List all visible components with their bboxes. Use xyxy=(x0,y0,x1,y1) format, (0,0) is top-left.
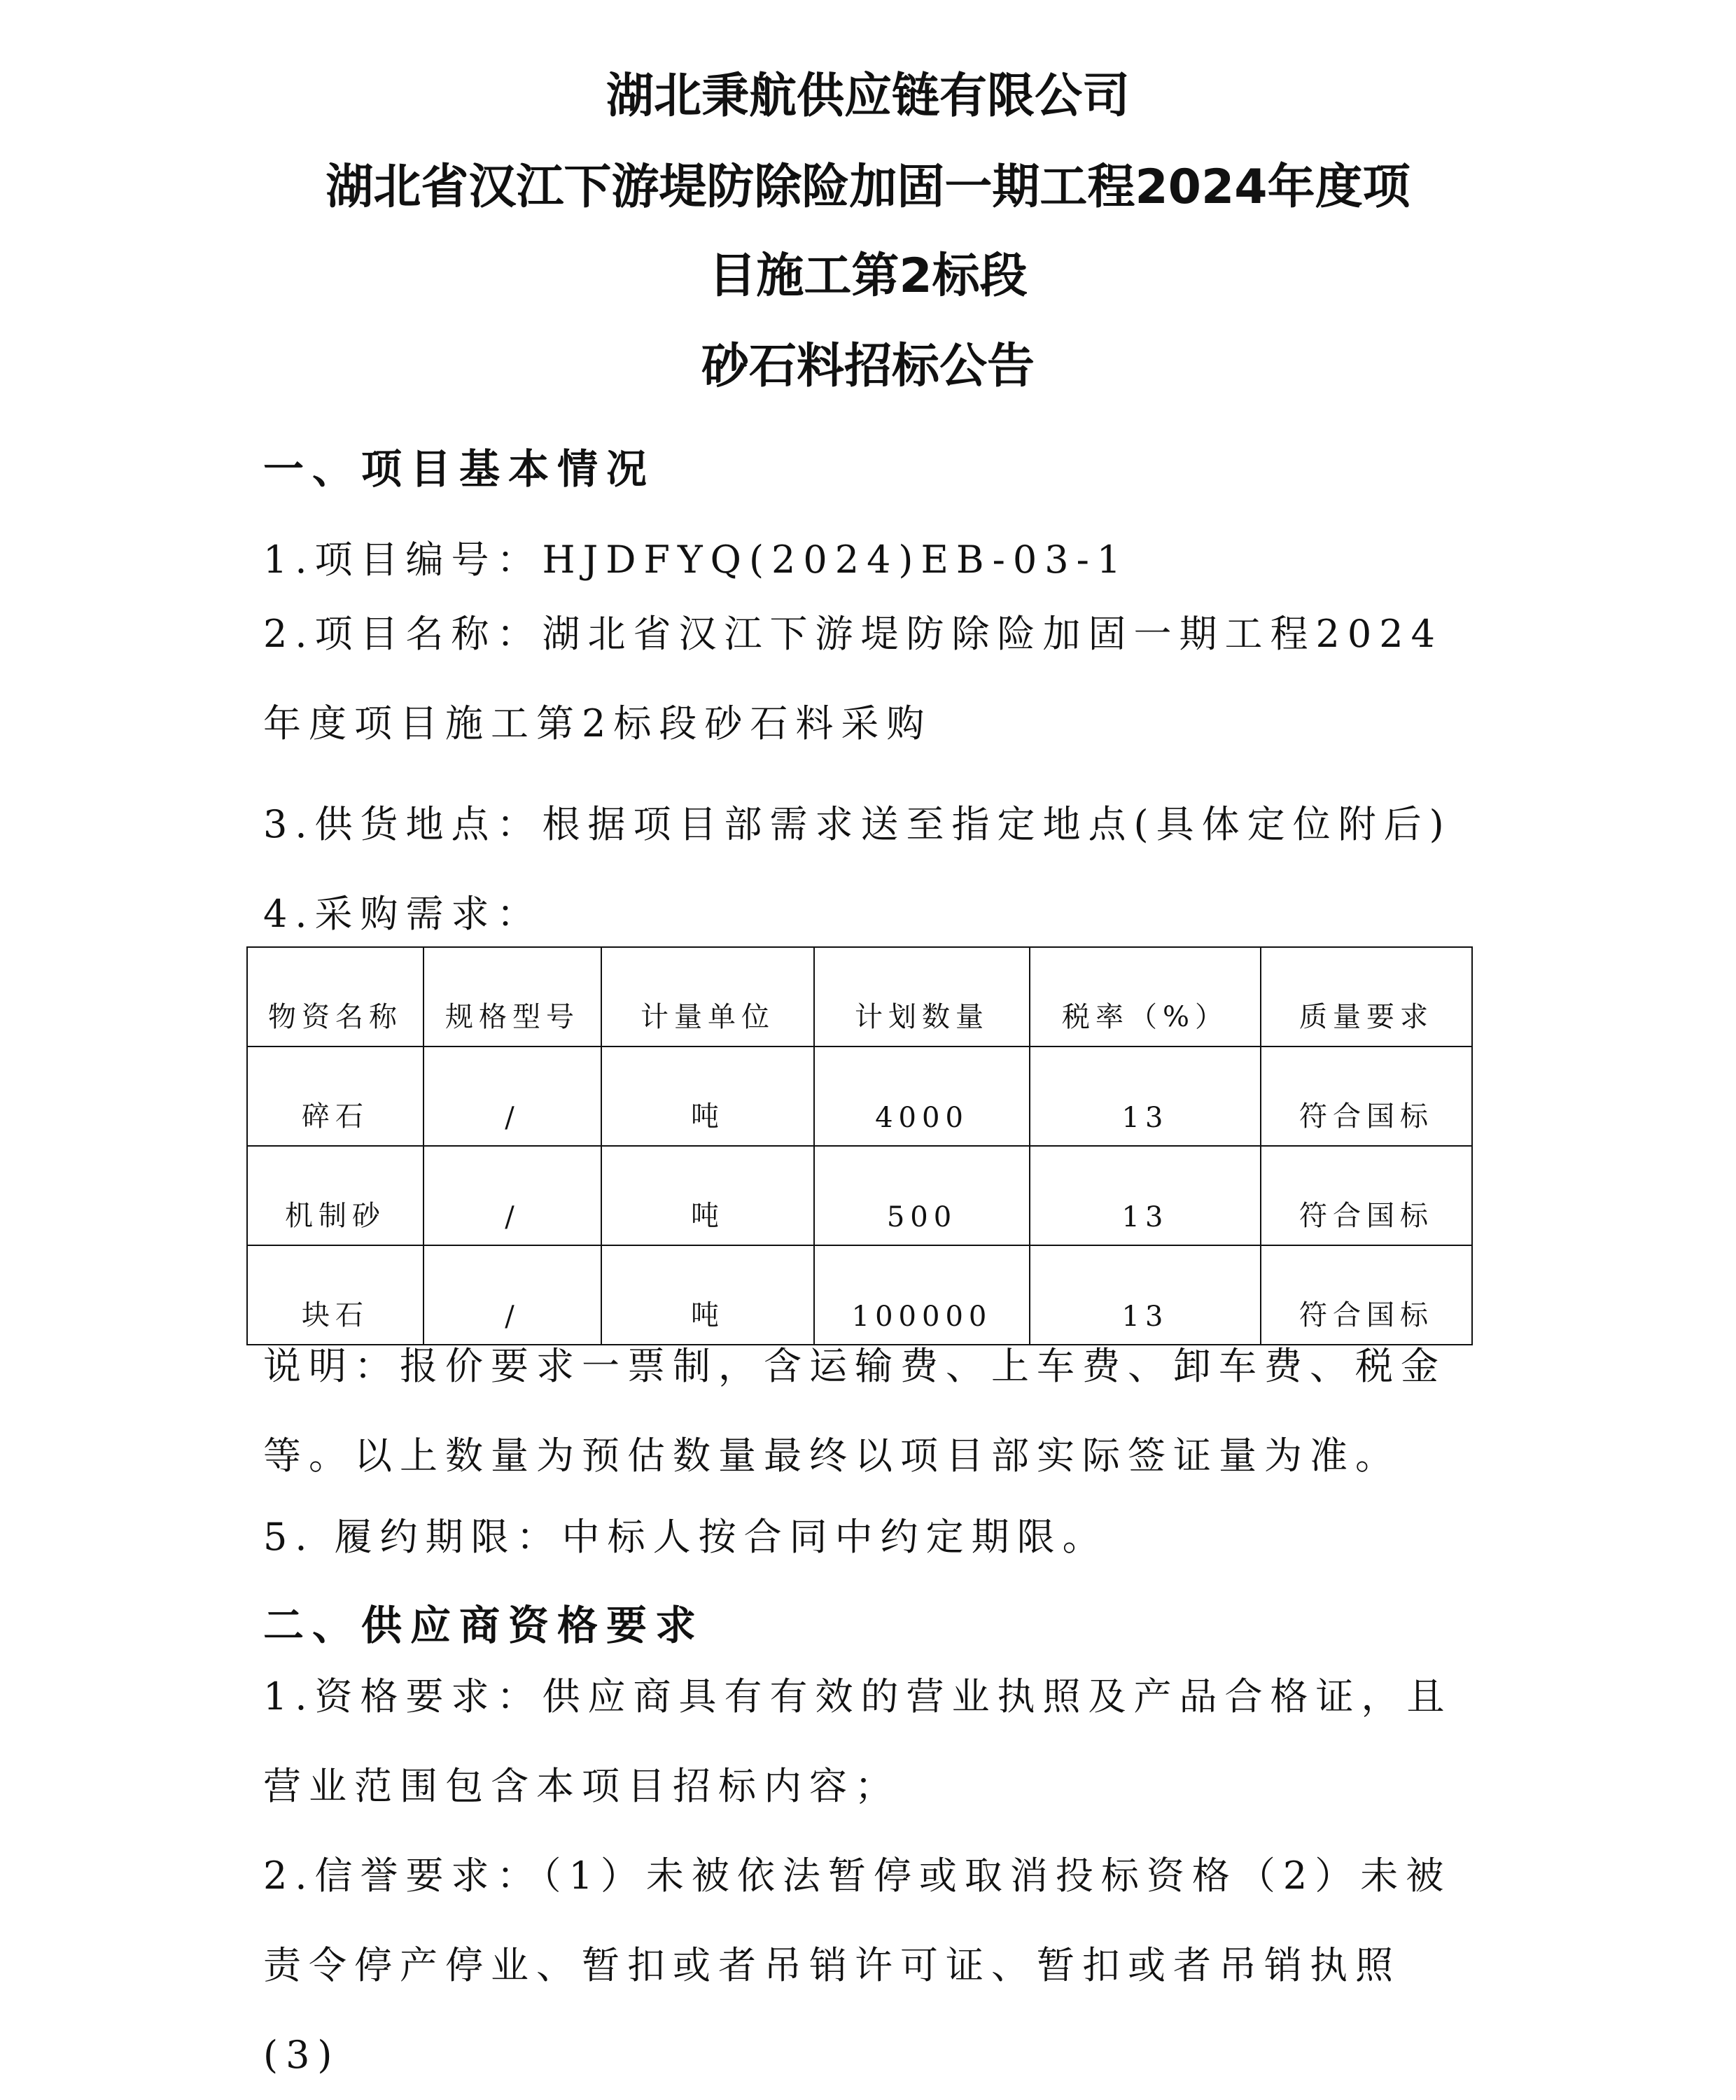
materials-table xyxy=(246,946,1473,1345)
cell-unit: 吨 xyxy=(601,1146,814,1245)
table-note: 说明：报价要求一票制，含运输费、上车费、卸车费、税金等。以上数量为预估数量最终以项目部实际签证量为准。 xyxy=(263,1344,1446,1478)
cell-quality: 符合国标 xyxy=(1261,1245,1472,1345)
section2-heading: 二、供应商资格要求 xyxy=(263,1602,705,1649)
cell-quantity: 4000 xyxy=(814,1046,1030,1146)
qualification-requirement: 1.资格要求：供应商具有有效的营业执照及产品合格证，且营业范围包含本项目招标内容； xyxy=(263,1674,1452,1808)
project-title-line1: 湖北省汉江下游堤防除险加固一期工程2024年度项 xyxy=(326,160,1410,215)
cell-material-name: 碎石 xyxy=(247,1046,424,1146)
table-row xyxy=(247,1046,1472,1146)
project-number: 1.项目编号：HJDFYQ(2024)EB-03-1 xyxy=(263,538,1129,582)
notice-title: 砂石料招标公告 xyxy=(701,339,1035,394)
performance-period: 5. 履约期限：中标人按合同中约定期限。 xyxy=(263,1515,1108,1559)
header-material-name: 物资名称 xyxy=(247,947,424,1046)
cell-tax-rate: 13 xyxy=(1030,1245,1261,1345)
project-title-line2: 目施工第2标段 xyxy=(708,248,1028,304)
cell-material-name: 机制砂 xyxy=(247,1146,424,1245)
header-quantity: 计划数量 xyxy=(814,947,1030,1046)
cell-quality: 符合国标 xyxy=(1261,1046,1472,1146)
cell-spec: / xyxy=(424,1245,601,1345)
section1-heading: 一、项目基本情况 xyxy=(263,445,656,493)
table-row xyxy=(247,1146,1472,1245)
cell-spec: / xyxy=(424,1046,601,1146)
cell-quantity: 100000 xyxy=(814,1245,1030,1345)
cell-spec: / xyxy=(424,1146,601,1245)
header-tax-rate: 税率（%） xyxy=(1030,947,1261,1046)
company-title: 湖北秉航供应链有限公司 xyxy=(606,69,1130,124)
cell-tax-rate: 13 xyxy=(1030,1146,1261,1245)
cell-material-name: 块石 xyxy=(247,1245,424,1345)
project-name: 2.项目名称：湖北省汉江下游堤防除险加固一期工程2024年度项目施工第2标段砂石料采购 xyxy=(263,612,1443,746)
table-header-row xyxy=(247,947,1472,1046)
cell-unit: 吨 xyxy=(601,1046,814,1146)
procurement-demand: 4.采购需求： xyxy=(263,892,542,936)
header-spec: 规格型号 xyxy=(424,947,601,1046)
cell-quantity: 500 xyxy=(814,1146,1030,1245)
credit-requirement: 2.信誉要求：（1）未被依法暂停或取消投标资格（2）未被责令停产停业、暂扣或者吊销许可证、暂扣或者吊销执照(3) xyxy=(263,1854,1452,2077)
header-unit: 计量单位 xyxy=(601,947,814,1046)
cell-quality: 符合国标 xyxy=(1261,1146,1472,1245)
header-quality: 质量要求 xyxy=(1261,947,1472,1046)
cell-unit: 吨 xyxy=(601,1245,814,1345)
cell-tax-rate: 13 xyxy=(1030,1046,1261,1146)
delivery-location: 3.供货地点：根据项目部需求送至指定地点(具体定位附后) xyxy=(263,802,1452,846)
